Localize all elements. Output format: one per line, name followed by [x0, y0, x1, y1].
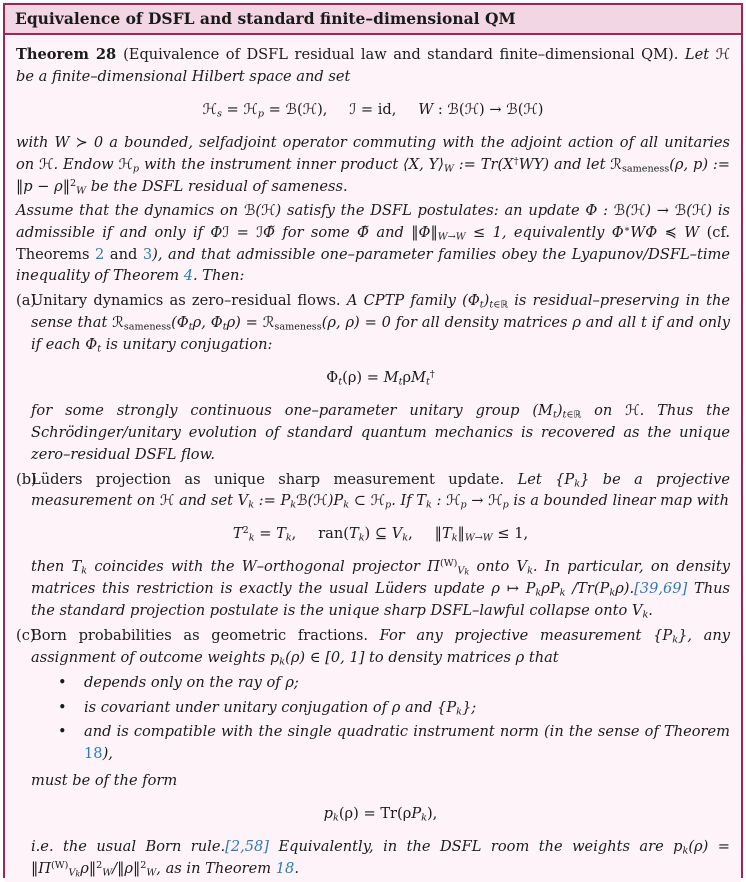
bullet-icon: • [58, 698, 67, 716]
text-segment: } be a projective measurement on ℋ and set V [31, 470, 731, 510]
text-segment: . In particular, on density matrices this restriction is exactly the usual Lüders update ρ ↦ P [31, 558, 730, 598]
text-segment: . Then: [193, 267, 245, 285]
text-segment: be the DSFL residual of sameness. [86, 177, 348, 195]
text-segment: = ℋ [221, 101, 258, 119]
text-segment: (Φ [171, 314, 189, 332]
text-segment: T [441, 525, 452, 543]
text-segment: Let {P [517, 470, 575, 488]
text-segment: T [232, 525, 243, 543]
paragraph-born-rule [31, 836, 730, 880]
text-segment: W [418, 101, 434, 119]
text-segment: k [609, 587, 616, 599]
text-segment: , as in Theorem [156, 859, 276, 877]
text-segment: and is compatible with the single quadratic instrument norm (in the sense of Theorem [84, 723, 730, 741]
text-segment: k [248, 532, 255, 544]
text-segment: must be of the form [31, 772, 178, 790]
bullet-item-1 [31, 672, 730, 694]
text-segment: is covariant under unitary conjugation of ρ and {P [84, 698, 457, 716]
text-segment: WY) and let ℛ [518, 155, 622, 173]
text-segment: ), and that admissible one–parameter families obey the Lyapunov/DSFL–time inequality of Theorem [16, 245, 730, 285]
text-segment: ρP [541, 580, 560, 598]
text-segment: Thus the standard projection postulate is the unique sharp DSFL–lawful collapse onto V [31, 580, 730, 619]
text-segment: k [248, 499, 255, 511]
text-segment: t [398, 376, 403, 388]
text-segment: t [338, 376, 343, 388]
text-segment: ), [102, 745, 113, 763]
text-segment: (ρ) ∈ [0, 1] to density matrices ρ that [285, 648, 559, 666]
text-segment: Unitary dynamics as zero–residual flows. [31, 292, 347, 310]
text-segment: then T [31, 558, 82, 576]
text-segment: W [76, 185, 87, 197]
text-segment: Lüders projection as unique sharp measurement update. [31, 470, 518, 488]
text-segment: 2 [96, 860, 103, 872]
text-segment: ⊂ ℋ [349, 492, 386, 510]
text-segment: (ρ) = Tr(ρ [338, 805, 412, 823]
text-segment: Born probabilities as geometric fractions. [31, 626, 380, 644]
text-segment: (Equivalence of DSFL residual law and standard finite–dimensional QM). [123, 46, 679, 64]
text-segment: † [429, 369, 435, 381]
text-segment: k [559, 587, 566, 599]
reference-link[interactable]: 4 [183, 267, 193, 285]
text-segment: → ℋ [466, 492, 503, 510]
text-segment: p [257, 108, 264, 120]
text-segment: coincides with the W–orthogonal projector Π [87, 558, 440, 576]
text-segment: : ℋ [431, 492, 461, 510]
text-segment: ρ [402, 368, 412, 386]
text-segment: W [146, 867, 157, 879]
text-segment: (ρ, ρ) = 0 for all density matrices ρ and all t if and only if each Φ [31, 314, 730, 354]
text-segment: p [323, 805, 333, 823]
reference-link[interactable]: 18 [84, 745, 103, 763]
text-segment: sameness [621, 163, 670, 175]
text-segment: (W) [51, 860, 69, 872]
reference-link[interactable]: 18 [275, 859, 295, 877]
text-segment: }, any assignment of outcome weights p [31, 626, 730, 666]
text-segment: t [426, 376, 430, 388]
text-segment: k [402, 532, 409, 544]
text-segment: ∗ [623, 223, 631, 235]
text-segment: ≤ 1, [492, 525, 529, 543]
text-segment: = T [254, 525, 286, 543]
text-segment: T [348, 525, 359, 543]
text-segment: ρ) = ℛ [226, 314, 275, 332]
text-segment: is residual–preserving in the sense that ℛ [31, 292, 730, 332]
text-segment: k [642, 609, 649, 621]
item-b-lead [31, 469, 730, 513]
text-segment: ρ‖ [80, 859, 97, 877]
text-segment: k [682, 845, 689, 857]
item-a-lead [31, 290, 730, 356]
text-segment: W→W [464, 532, 493, 544]
text-segment: For any projective measurement {P [379, 626, 673, 644]
text-segment: p [502, 499, 509, 511]
item-b-continuation [31, 556, 730, 622]
text-segment: ‖ [434, 525, 442, 543]
text-segment: p [132, 163, 140, 175]
text-segment: k [451, 532, 458, 544]
text-segment: /‖ρ‖ [112, 859, 141, 877]
bullet-item-2-text [84, 699, 476, 716]
text-segment: W [102, 867, 113, 879]
bullet-item-1-text [84, 674, 299, 691]
text-segment: k [81, 565, 88, 577]
text-segment: k [527, 565, 533, 577]
text-segment: p [460, 499, 467, 511]
text-segment: P [411, 805, 422, 823]
reference-link[interactable]: 2 [95, 245, 105, 263]
text-segment: k [358, 532, 365, 544]
display-equation-unitary [31, 367, 730, 389]
text-segment: with W ≻ 0 a bounded, selfadjoint operator commuting with the adjoint action of all unitaries on ℋ. Endow ℋ [16, 134, 730, 173]
text-segment: k [343, 499, 350, 511]
text-segment: Equivalently, in the DSFL room the weights are p [269, 837, 683, 855]
text-segment: := Tr(X [453, 155, 514, 173]
text-segment: i.e. the usual Born rule. [31, 837, 226, 855]
text-segment: , [408, 525, 435, 543]
item-c [16, 625, 730, 880]
text-segment: t [188, 321, 193, 333]
text-segment: 2 [140, 860, 147, 872]
reference-link[interactable]: [2,58] [225, 837, 270, 855]
text-segment: onto V [469, 558, 528, 576]
text-segment: k [672, 634, 679, 646]
bullet-icon: • [58, 723, 67, 741]
display-equation-born [31, 803, 730, 825]
text-segment: }; [461, 698, 477, 716]
text-segment: sameness [123, 321, 172, 333]
text-segment: Φ [326, 368, 339, 386]
text-segment: depends only on the ray of ρ; [84, 673, 299, 691]
text-segment: s [216, 108, 222, 120]
text-segment: k [574, 477, 581, 489]
item-c-label: (c) [16, 626, 36, 644]
text-segment: (ρ, p) := ‖p − ρ‖ [16, 155, 731, 195]
text-segment: k [75, 869, 81, 879]
text-segment: k [421, 812, 427, 824]
text-segment: /Tr(P [565, 580, 610, 598]
paragraph-assumptions [16, 200, 730, 288]
text-segment: k [426, 499, 432, 511]
display-equation-spaces [16, 99, 730, 121]
text-segment: W [443, 163, 454, 175]
text-segment: ), [426, 805, 438, 823]
text-segment: W→W [437, 231, 466, 243]
text-segment: k [290, 499, 297, 511]
text-segment: . [648, 601, 653, 619]
item-b-label: (b) [16, 470, 37, 488]
text-segment: is a bounded linear map with [508, 492, 730, 510]
text-segment: Assume that the dynamics on ℬ(ℋ) satisfy the DSFL postulates: an update Φ : ℬ(ℋ) → ℬ(ℋ) is admissible if and only if Φℐ = ℐΦ̃ for some Φ̃ and ‖Φ‖ [16, 201, 730, 241]
text-segment: := P [254, 492, 291, 510]
item-b [16, 469, 730, 622]
text-segment: V [391, 525, 403, 543]
text-segment: = ℬ(ℋ), [264, 101, 350, 119]
text-segment: † [513, 156, 519, 168]
text-segment: 2 [70, 178, 77, 190]
text-segment: Theorem 28 [16, 46, 124, 64]
reference-link[interactable]: [39,69] [634, 580, 688, 598]
text-segment: ℬ(ℋ)P [296, 492, 344, 510]
text-segment: (W) [440, 558, 458, 570]
box-header [5, 5, 741, 35]
text-segment: 2 [242, 525, 249, 537]
theorem-heading-paragraph [16, 44, 730, 88]
text-segment: V [457, 565, 465, 577]
bullet-item-3-text [84, 723, 730, 762]
text-segment: on ℋ. Thus the Schrödinger/unitary evolution of standard quantum mechanics is recovered as the unique zero–residual DSFL flow. [31, 401, 730, 463]
item-a [16, 290, 730, 465]
text-segment: and [104, 245, 143, 263]
text-segment: (ρ) = [342, 368, 384, 386]
bullet-item-2 [31, 697, 730, 719]
text-segment: . If T [391, 492, 427, 510]
text-segment: t∈ℝ [562, 409, 582, 421]
theorem-box [3, 3, 743, 878]
text-segment: ) [483, 292, 490, 310]
text-segment: k [285, 532, 292, 544]
display-equation-projector [31, 523, 730, 545]
text-segment: M [411, 368, 426, 386]
text-segment: ‖ [457, 525, 465, 543]
text-segment: ρ). [615, 580, 635, 598]
text-segment: . [294, 859, 299, 877]
text-segment: k [456, 705, 462, 717]
bullet-item-3 [31, 721, 730, 765]
text-segment: V [68, 867, 76, 879]
text-segment: (ρ) = ‖Π [31, 837, 730, 877]
text-segment: k [333, 812, 339, 824]
text-segment: ≤ 1, equivalently Φ [465, 223, 624, 241]
text-segment: k [535, 587, 542, 599]
text-segment: with the instrument inner product ⟨X, Y⟩ [139, 155, 444, 173]
text-segment: sameness [274, 321, 322, 333]
text-segment: ran( [318, 525, 349, 543]
item-c-lead [31, 625, 730, 669]
item-a-label: (a) [16, 292, 37, 310]
text-segment: Let ℋ be a finite–dimensional Hilbert space and set [16, 46, 730, 86]
text-segment: k [279, 656, 286, 668]
text-segment: M [383, 368, 399, 386]
text-segment: p [385, 499, 392, 511]
theorem-body [5, 35, 741, 881]
text-segment: (cf. Theorems [16, 223, 730, 263]
text-segment: for some strongly continuous one–parameter unitary group (M [31, 401, 553, 419]
text-segment: t [97, 343, 102, 355]
bullet-icon: • [58, 673, 67, 691]
text-segment: ) [556, 401, 563, 419]
box-title: Equivalence of DSFL and standard finite–dimensional QM [15, 9, 516, 28]
text-segment: : ℬ(ℋ) → ℬ(ℋ) [433, 101, 544, 119]
text-segment: A CPTP family (Φ [346, 292, 480, 310]
text-segment: ) ⊆ [364, 525, 392, 543]
text-segment: t [222, 321, 227, 333]
paragraph-weight-operator [16, 132, 730, 198]
text-segment: ρ, Φ [192, 314, 223, 332]
text-segment: ℐ = id, [349, 101, 419, 119]
text-segment: is unitary conjugation: [101, 336, 273, 354]
text-segment: , [291, 525, 319, 543]
text-segment: t [552, 409, 557, 421]
text-segment: t [479, 299, 484, 311]
item-a-continuation [31, 400, 730, 466]
text-segment: ℋ [202, 101, 217, 119]
text-segment: t∈ℝ [489, 299, 508, 311]
item-c-must-line [31, 770, 730, 792]
text-segment: WΦ ≼ W [630, 223, 707, 241]
reference-link[interactable]: 3 [142, 245, 153, 263]
text-segment: k [464, 567, 470, 577]
